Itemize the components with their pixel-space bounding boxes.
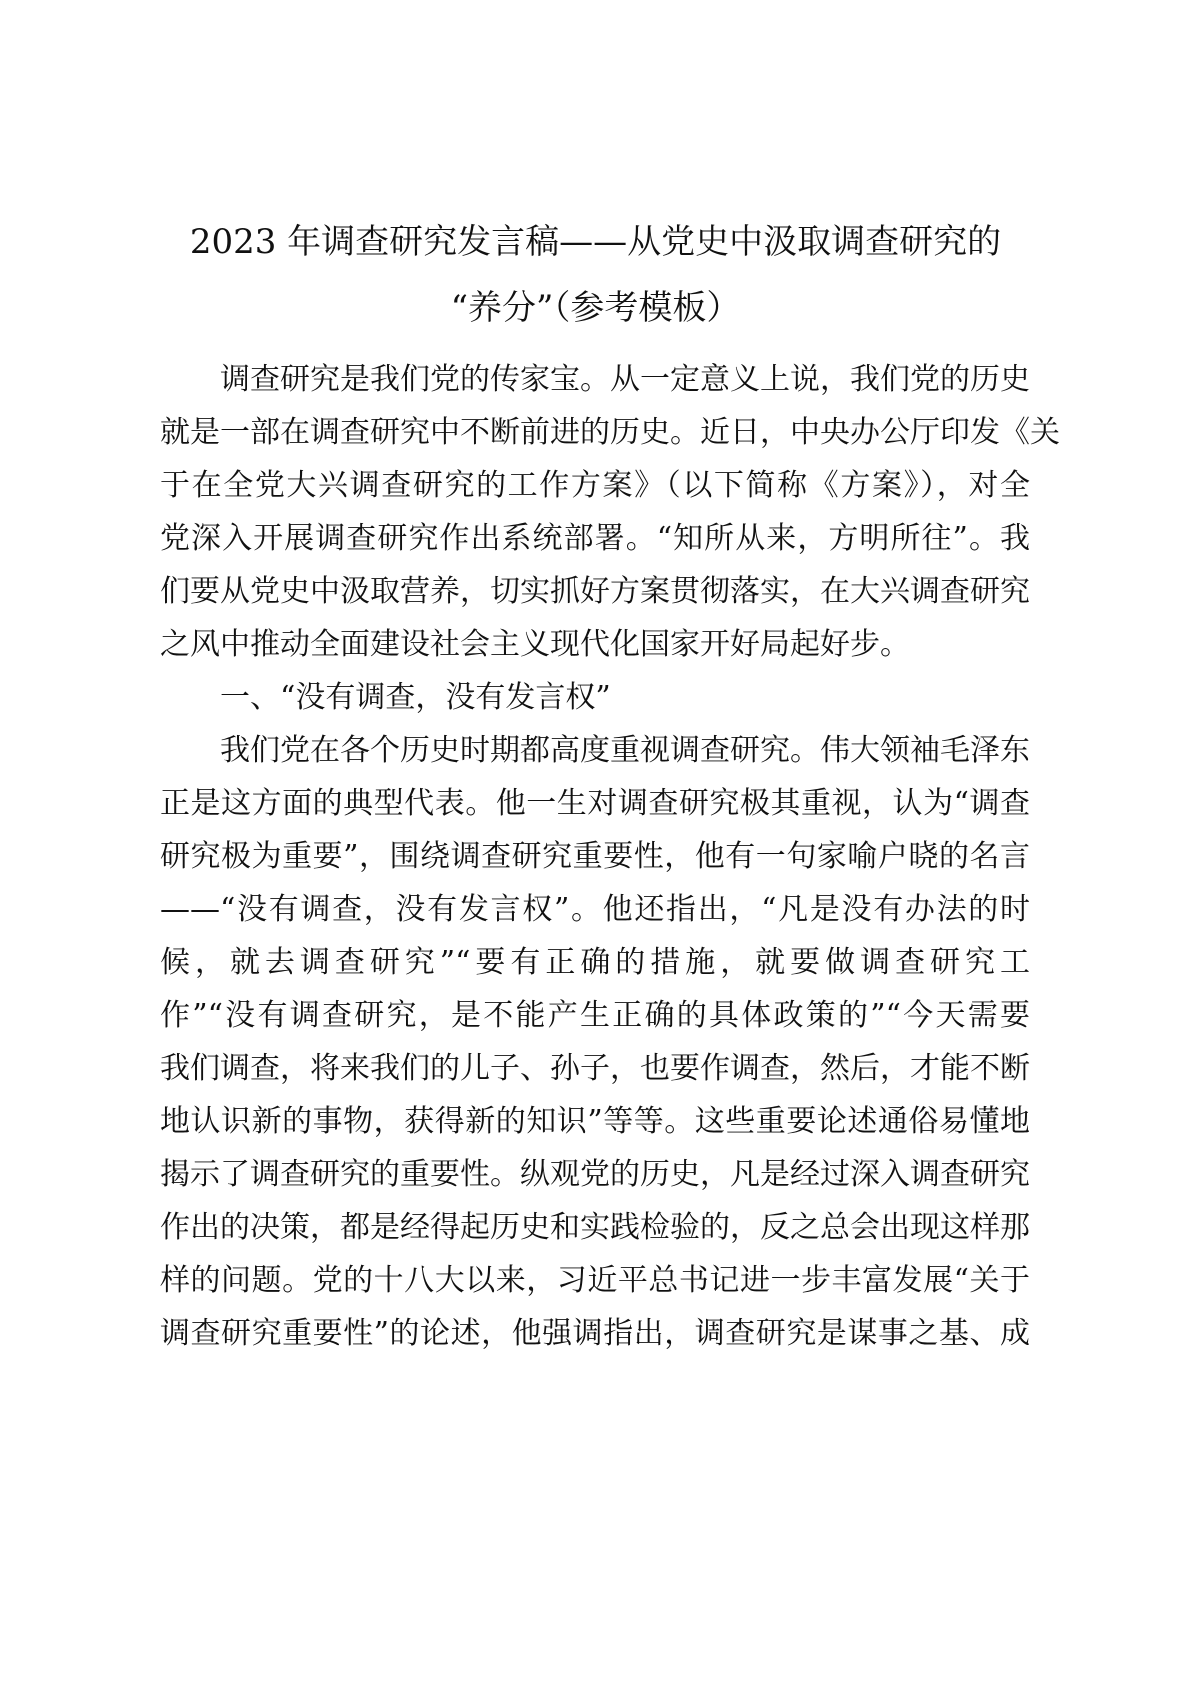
- section1-paragraph-line: 我们党在各个历史时期都高度重视调查研究。伟大领袖毛泽东: [220, 733, 1030, 768]
- section1-paragraph-line: 样的问题。党的十八大以来，习近平总书记进一步丰富发展“关于: [160, 1263, 1030, 1298]
- section1-paragraph-line: 揭示了调查研究的重要性。纵观党的历史，凡是经过深入调查研究: [160, 1157, 1030, 1192]
- intro-paragraph-line: 于在全党大兴调查研究的工作方案》（以下简称《方案》），对全: [160, 468, 1030, 503]
- section1-paragraph-line: 我们调查，将来我们的儿子、孙子，也要作调查，然后，才能不断: [160, 1051, 1030, 1086]
- document-title-line-1: 2023 年调查研究发言稿——从党史中汲取调查研究的: [189, 222, 1002, 262]
- section1-paragraph-line: 候，就去调查研究”“要有正确的措施，就要做调查研究工: [160, 945, 1030, 980]
- intro-paragraph-line: 就是一部在调查研究中不断前进的历史。近日，中央办公厅印发《关: [160, 415, 1060, 450]
- section1-paragraph-line: 地认识新的事物，获得新的知识”等等。这些重要论述通俗易懂地: [160, 1104, 1030, 1139]
- section1-paragraph-line: ——“没有调查，没有发言权”。他还指出，“凡是没有办法的时: [160, 892, 1030, 927]
- intro-paragraph-line: 调查研究是我们党的传家宝。从一定意义上说，我们党的历史: [220, 362, 1030, 397]
- document-title-line-2: “养分”（参考模板）: [450, 288, 741, 328]
- section1-paragraph-line: 调查研究重要性”的论述，他强调指出，调查研究是谋事之基、成: [160, 1316, 1030, 1351]
- section1-paragraph-line: 作”“没有调查研究，是不能产生正确的具体政策的”“今天需要: [160, 998, 1030, 1033]
- intro-paragraph-line: 们要从党史中汲取营养，切实抓好方案贯彻落实，在大兴调查研究: [160, 574, 1030, 609]
- intro-paragraph-line: 党深入开展调查研究作出系统部署。“知所从来，方明所往”。我: [160, 521, 1030, 556]
- section1-paragraph-line: 作出的决策，都是经得起历史和实践检验的，反之总会出现这样那: [160, 1210, 1030, 1245]
- intro-paragraph-line: 之风中推动全面建设社会主义现代化国家开好局起好步。: [160, 627, 910, 662]
- section1-paragraph-line: 正是这方面的典型代表。他一生对调查研究极其重视，认为“调查: [160, 786, 1030, 821]
- section-heading: 一、“没有调查，没有发言权”: [220, 680, 611, 715]
- section1-paragraph-line: 研究极为重要”，围绕调查研究重要性，他有一句家喻户晓的名言: [160, 839, 1030, 874]
